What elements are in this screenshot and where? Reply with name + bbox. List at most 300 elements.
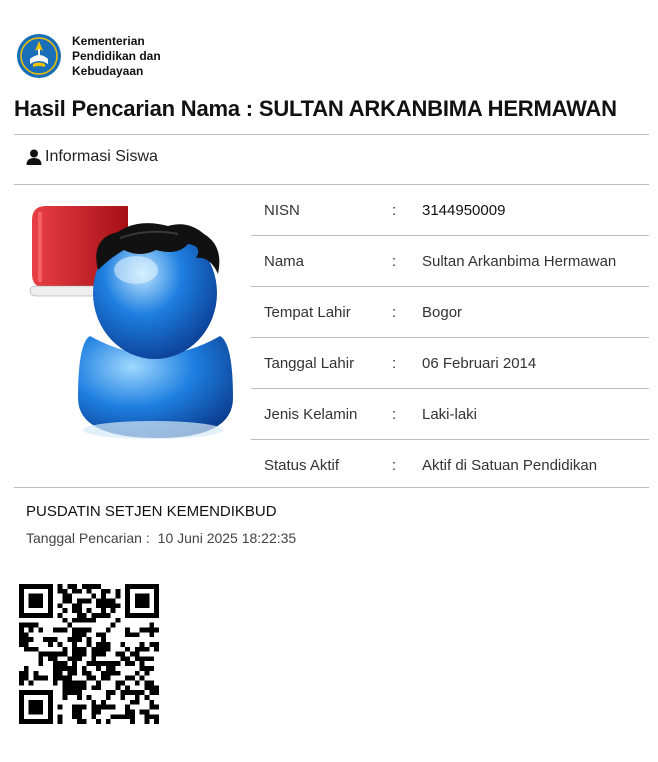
qr-module bbox=[19, 637, 24, 642]
qr-module bbox=[19, 710, 24, 715]
qr-module bbox=[67, 690, 72, 695]
divider bbox=[14, 134, 649, 135]
qr-module bbox=[53, 666, 58, 671]
qr-module bbox=[96, 681, 101, 686]
qr-module bbox=[33, 671, 38, 676]
qr-module bbox=[19, 598, 24, 603]
qr-module bbox=[82, 627, 87, 632]
qr-module bbox=[145, 671, 150, 676]
qr-module bbox=[24, 584, 29, 589]
qr-module bbox=[106, 603, 111, 608]
qr-module bbox=[53, 656, 58, 661]
qr-module bbox=[106, 671, 111, 676]
qr-module bbox=[29, 637, 34, 642]
qr-module bbox=[140, 642, 145, 647]
qr-module bbox=[135, 681, 140, 686]
qr-module bbox=[87, 608, 92, 613]
qr-module bbox=[106, 705, 111, 710]
qr-module bbox=[145, 647, 150, 652]
qr-module bbox=[154, 608, 159, 613]
qr-module bbox=[72, 603, 77, 608]
qr-module bbox=[145, 613, 150, 618]
qr-module bbox=[33, 594, 38, 599]
qr-module bbox=[101, 642, 106, 647]
qr-module bbox=[101, 700, 106, 705]
qr-module bbox=[135, 613, 140, 618]
qr-module bbox=[116, 714, 121, 719]
qr-module bbox=[43, 676, 48, 681]
qr-module bbox=[33, 719, 38, 724]
qr-module bbox=[120, 642, 125, 647]
table-row bbox=[251, 338, 649, 389]
qr-module bbox=[135, 690, 140, 695]
qr-module bbox=[53, 671, 58, 676]
qr-module bbox=[91, 584, 96, 589]
qr-module bbox=[149, 642, 154, 647]
qr-module bbox=[145, 603, 150, 608]
qr-module bbox=[96, 661, 101, 666]
qr-module bbox=[125, 603, 130, 608]
qr-module bbox=[19, 719, 24, 724]
qr-module bbox=[77, 608, 82, 613]
qr-module bbox=[120, 656, 125, 661]
qr-module bbox=[135, 656, 140, 661]
qr-module bbox=[19, 695, 24, 700]
qr-module bbox=[111, 661, 116, 666]
qr-module bbox=[77, 603, 82, 608]
qr-module bbox=[149, 613, 154, 618]
qr-module bbox=[140, 656, 145, 661]
qr-module bbox=[135, 671, 140, 676]
qr-module bbox=[106, 647, 111, 652]
qr-module bbox=[101, 647, 106, 652]
qr-module bbox=[125, 661, 130, 666]
qr-module bbox=[130, 690, 135, 695]
qr-module bbox=[130, 676, 135, 681]
qr-module bbox=[67, 623, 72, 628]
qr-module bbox=[48, 589, 53, 594]
qr-module bbox=[130, 652, 135, 657]
qr-module bbox=[154, 627, 159, 632]
qr-module bbox=[67, 681, 72, 686]
qr-module bbox=[154, 719, 159, 724]
qr-module bbox=[125, 594, 130, 599]
qr-module bbox=[82, 632, 87, 637]
qr-module bbox=[72, 690, 77, 695]
qr-module bbox=[62, 652, 67, 657]
qr-module bbox=[101, 589, 106, 594]
qr-module bbox=[43, 690, 48, 695]
qr-module bbox=[67, 637, 72, 642]
qr-module bbox=[135, 584, 140, 589]
field-label: Tempat Lahir bbox=[251, 287, 392, 338]
qr-module bbox=[87, 618, 92, 623]
qr-module bbox=[154, 705, 159, 710]
qr-module bbox=[72, 642, 77, 647]
qr-module bbox=[19, 623, 24, 628]
field-label: Tanggal Lahir bbox=[251, 338, 392, 389]
qr-module bbox=[116, 671, 121, 676]
qr-module bbox=[140, 690, 145, 695]
qr-module bbox=[77, 613, 82, 618]
qr-module bbox=[116, 661, 121, 666]
qr-module bbox=[72, 714, 77, 719]
qr-module bbox=[140, 598, 145, 603]
qr-module bbox=[67, 666, 72, 671]
divider bbox=[14, 487, 649, 488]
qr-module bbox=[19, 705, 24, 710]
qr-module bbox=[19, 584, 24, 589]
qr-module bbox=[149, 681, 154, 686]
qr-module bbox=[58, 627, 63, 632]
qr-module bbox=[72, 637, 77, 642]
qr-module bbox=[72, 589, 77, 594]
qr-module bbox=[33, 700, 38, 705]
qr-module bbox=[101, 652, 106, 657]
qr-module bbox=[140, 676, 145, 681]
qr-module bbox=[140, 647, 145, 652]
footer-org: PUSDATIN SETJEN KEMENDIKBUD bbox=[26, 503, 277, 520]
qr-module bbox=[58, 676, 63, 681]
qr-module bbox=[154, 584, 159, 589]
qr-module bbox=[33, 690, 38, 695]
qr-module bbox=[154, 594, 159, 599]
qr-module bbox=[101, 661, 106, 666]
qr-module bbox=[58, 584, 63, 589]
qr-module bbox=[125, 598, 130, 603]
qr-module bbox=[135, 603, 140, 608]
qr-module bbox=[72, 661, 77, 666]
qr-module bbox=[19, 714, 24, 719]
qr-module bbox=[120, 690, 125, 695]
qr-module bbox=[53, 676, 58, 681]
qr-module bbox=[149, 666, 154, 671]
qr-module bbox=[62, 676, 67, 681]
qr-module bbox=[38, 700, 43, 705]
qr-module bbox=[77, 685, 82, 690]
qr-module bbox=[145, 656, 150, 661]
qr-module bbox=[72, 608, 77, 613]
qr-module bbox=[91, 710, 96, 715]
qr-module bbox=[48, 705, 53, 710]
qr-module bbox=[135, 632, 140, 637]
qr-module bbox=[149, 714, 154, 719]
qr-module bbox=[24, 613, 29, 618]
table-row bbox=[251, 440, 649, 491]
qr-module bbox=[29, 719, 34, 724]
qr-module bbox=[135, 695, 140, 700]
qr-module bbox=[38, 594, 43, 599]
qr-module bbox=[130, 719, 135, 724]
qr-module bbox=[72, 632, 77, 637]
qr-module bbox=[91, 705, 96, 710]
qr-module bbox=[145, 710, 150, 715]
qr-module bbox=[77, 589, 82, 594]
qr-module bbox=[111, 714, 116, 719]
qr-module bbox=[72, 671, 77, 676]
qr-module bbox=[154, 714, 159, 719]
search-date-label: Tanggal Pencarian : bbox=[26, 530, 150, 546]
qr-module bbox=[125, 584, 130, 589]
qr-module bbox=[149, 685, 154, 690]
qr-module bbox=[145, 598, 150, 603]
qr-module bbox=[154, 613, 159, 618]
qr-module bbox=[130, 700, 135, 705]
qr-module bbox=[19, 613, 24, 618]
qr-module bbox=[62, 690, 67, 695]
qr-module bbox=[91, 647, 96, 652]
field-separator: : bbox=[392, 456, 397, 474]
qr-module bbox=[48, 710, 53, 715]
qr-module bbox=[111, 666, 116, 671]
qr-module bbox=[24, 690, 29, 695]
qr-module bbox=[72, 618, 77, 623]
qr-module bbox=[101, 598, 106, 603]
qr-module bbox=[29, 627, 34, 632]
qr-module bbox=[43, 637, 48, 642]
field-label: NISN bbox=[251, 185, 392, 236]
qr-module bbox=[72, 685, 77, 690]
qr-module bbox=[29, 584, 34, 589]
qr-module bbox=[72, 584, 77, 589]
qr-module bbox=[111, 671, 116, 676]
qr-module bbox=[29, 623, 34, 628]
qr-module bbox=[96, 705, 101, 710]
qr-module bbox=[82, 666, 87, 671]
qr-module bbox=[140, 594, 145, 599]
qr-module bbox=[82, 618, 87, 623]
qr-module bbox=[130, 632, 135, 637]
qr-module bbox=[62, 647, 67, 652]
qr-module bbox=[62, 608, 67, 613]
qr-module bbox=[91, 676, 96, 681]
qr-module bbox=[111, 705, 116, 710]
qr-module bbox=[82, 652, 87, 657]
qr-module bbox=[91, 685, 96, 690]
qr-module bbox=[125, 589, 130, 594]
qr-module bbox=[19, 627, 24, 632]
qr-module bbox=[72, 627, 77, 632]
qr-module bbox=[106, 598, 111, 603]
qr-module bbox=[62, 666, 67, 671]
qr-module bbox=[19, 608, 24, 613]
qr-module bbox=[130, 710, 135, 715]
qr-module bbox=[82, 671, 87, 676]
qr-module bbox=[58, 661, 63, 666]
qr-module bbox=[91, 594, 96, 599]
qr-module bbox=[145, 695, 150, 700]
qr-module bbox=[91, 613, 96, 618]
qr-module bbox=[38, 627, 43, 632]
qr-module bbox=[106, 690, 111, 695]
qr-module bbox=[87, 661, 92, 666]
qr-module bbox=[135, 647, 140, 652]
qr-module bbox=[77, 627, 82, 632]
qr-module bbox=[48, 690, 53, 695]
qr-module bbox=[29, 598, 34, 603]
qr-module bbox=[48, 594, 53, 599]
qr-module bbox=[82, 598, 87, 603]
qr-module bbox=[72, 647, 77, 652]
qr-module bbox=[77, 598, 82, 603]
qr-module bbox=[101, 603, 106, 608]
qr-module bbox=[140, 710, 145, 715]
qr-module bbox=[58, 613, 63, 618]
qr-module bbox=[116, 685, 121, 690]
qr-module bbox=[62, 618, 67, 623]
qr-module bbox=[140, 627, 145, 632]
qr-module bbox=[130, 584, 135, 589]
field-separator: : bbox=[392, 389, 422, 440]
qr-module bbox=[140, 666, 145, 671]
qr-module bbox=[135, 700, 140, 705]
qr-module bbox=[48, 652, 53, 657]
qr-module bbox=[19, 681, 24, 686]
qr-module bbox=[96, 603, 101, 608]
qr-module bbox=[140, 584, 145, 589]
qr-module bbox=[111, 608, 116, 613]
qr-module bbox=[91, 714, 96, 719]
qr-module bbox=[43, 584, 48, 589]
qr-module bbox=[135, 594, 140, 599]
qr-module bbox=[111, 603, 116, 608]
qr-module bbox=[82, 719, 87, 724]
qr-module bbox=[62, 681, 67, 686]
qr-module bbox=[29, 690, 34, 695]
qr-module bbox=[106, 589, 111, 594]
search-date bbox=[26, 530, 296, 546]
qr-module bbox=[38, 598, 43, 603]
qr-module bbox=[38, 661, 43, 666]
qr-module bbox=[58, 652, 63, 657]
qr-module bbox=[101, 594, 106, 599]
qr-module bbox=[58, 642, 63, 647]
qr-module bbox=[82, 685, 87, 690]
qr-module bbox=[87, 589, 92, 594]
qr-module bbox=[82, 613, 87, 618]
table-row bbox=[251, 287, 649, 338]
qr-module bbox=[72, 705, 77, 710]
qr-module bbox=[58, 705, 63, 710]
qr-module bbox=[116, 594, 121, 599]
field-value-birthdate: 06 Februari 2014 bbox=[422, 338, 649, 389]
qr-module bbox=[154, 642, 159, 647]
qr-module bbox=[67, 676, 72, 681]
qr-module bbox=[149, 627, 154, 632]
table-row bbox=[251, 389, 649, 440]
qr-module bbox=[53, 661, 58, 666]
qr-module bbox=[67, 584, 72, 589]
qr-module bbox=[120, 695, 125, 700]
qr-module bbox=[125, 690, 130, 695]
qr-module bbox=[116, 652, 121, 657]
qr-module bbox=[96, 719, 101, 724]
qr-module bbox=[145, 584, 150, 589]
qr-module bbox=[96, 613, 101, 618]
table-row bbox=[251, 236, 649, 287]
qr-module bbox=[67, 594, 72, 599]
qr-module bbox=[101, 613, 106, 618]
qr-module bbox=[24, 719, 29, 724]
qr-module bbox=[154, 589, 159, 594]
qr-module bbox=[48, 642, 53, 647]
qr-module bbox=[38, 676, 43, 681]
qr-module bbox=[130, 613, 135, 618]
qr-module bbox=[87, 598, 92, 603]
qr-module bbox=[111, 690, 116, 695]
qr-module bbox=[62, 685, 67, 690]
qr-module bbox=[33, 676, 38, 681]
field-label: Jenis Kelamin bbox=[251, 389, 392, 440]
qr-module bbox=[67, 656, 72, 661]
qr-module bbox=[96, 647, 101, 652]
qr-module bbox=[38, 719, 43, 724]
qr-module bbox=[101, 676, 106, 681]
qr-module bbox=[154, 690, 159, 695]
field-value-nisn: 3144950009 bbox=[422, 185, 649, 236]
qr-module bbox=[19, 690, 24, 695]
qr-module bbox=[67, 685, 72, 690]
qr-module bbox=[38, 705, 43, 710]
qr-module bbox=[33, 613, 38, 618]
field-separator: : bbox=[392, 338, 422, 389]
qr-module bbox=[33, 584, 38, 589]
qr-module bbox=[58, 603, 63, 608]
qr-module bbox=[33, 623, 38, 628]
qr-module bbox=[38, 652, 43, 657]
student-avatar-icon bbox=[28, 198, 238, 443]
qr-module bbox=[145, 681, 150, 686]
qr-module bbox=[125, 710, 130, 715]
field-value-name: Sultan Arkanbima Hermawan bbox=[422, 236, 649, 287]
qr-module bbox=[38, 690, 43, 695]
qr-module bbox=[140, 613, 145, 618]
qr-module bbox=[116, 589, 121, 594]
qr-module bbox=[77, 647, 82, 652]
qr-code-icon bbox=[19, 584, 159, 724]
user-icon bbox=[26, 149, 42, 165]
qr-module bbox=[130, 661, 135, 666]
qr-module bbox=[145, 685, 150, 690]
qr-module bbox=[96, 652, 101, 657]
qr-module bbox=[149, 690, 154, 695]
qr-module bbox=[33, 598, 38, 603]
field-value-gender: Laki-laki bbox=[422, 389, 649, 440]
qr-module bbox=[154, 598, 159, 603]
qr-module bbox=[24, 632, 29, 637]
qr-module bbox=[72, 710, 77, 715]
qr-module bbox=[58, 714, 63, 719]
qr-module bbox=[125, 647, 130, 652]
qr-module bbox=[24, 671, 29, 676]
qr-module bbox=[82, 647, 87, 652]
qr-module bbox=[53, 652, 58, 657]
qr-module bbox=[48, 598, 53, 603]
qr-module bbox=[58, 666, 63, 671]
qr-module bbox=[91, 652, 96, 657]
qr-module bbox=[48, 637, 53, 642]
qr-module bbox=[82, 681, 87, 686]
qr-module bbox=[125, 632, 130, 637]
section-header bbox=[26, 148, 158, 166]
qr-module bbox=[48, 608, 53, 613]
qr-module bbox=[125, 705, 130, 710]
qr-module bbox=[24, 642, 29, 647]
qr-module bbox=[48, 714, 53, 719]
qr-module bbox=[130, 714, 135, 719]
qr-module bbox=[87, 642, 92, 647]
qr-module bbox=[106, 627, 111, 632]
